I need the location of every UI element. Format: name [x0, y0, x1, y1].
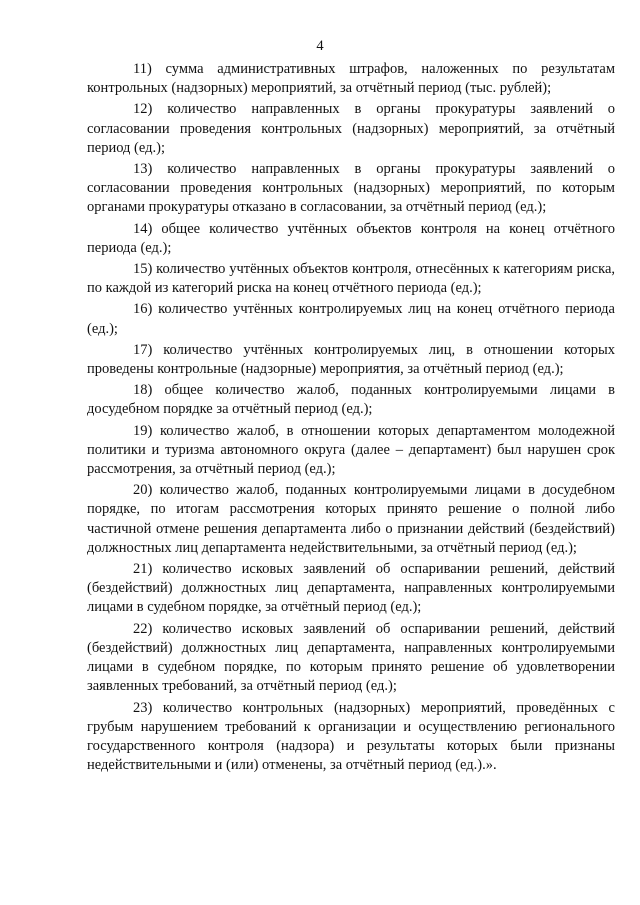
- list-item: 21) количество исковых заявлений об оспаривании решений, действий (бездействий) должностных лиц департамента, направленных контролируемыми лицами в судебном порядке, за отчётный период (ед.);: [87, 561, 615, 616]
- list-item: 19) количество жалоб, в отношении которых департаментом молодежной политики и туризма автономного округа (далее – департамент) был нарушен срок рассмотрения, за отчётный период (ед.);: [87, 422, 615, 478]
- list-item: 18) общее количество жалоб, поданных контролируемыми лицами в досудебном порядке за отчётный период (ед.);: [87, 382, 615, 418]
- list-item: 13) количество направленных в органы прокуратуры заявлений о согласовании проведения контрольных (надзорных) мероприятий, по которым органами прокуратуры отказано в согласовании, за отчётный период (ед.);: [87, 161, 615, 216]
- page-number: 4: [316, 38, 324, 54]
- list-item: 12) количество направленных в органы прокуратуры заявлений о согласовании проведения контрольных (надзорных) мероприятий, за отчётный период (ед.);: [87, 101, 615, 156]
- list-item: 16) количество учтённых контролируемых лиц на конец отчётного периода (ед.);: [87, 301, 615, 337]
- list-item: 17) количество учтённых контролируемых лиц, в отношении которых проведены контрольные (надзорные) мероприятия, за отчётный период (ед.);: [87, 341, 615, 378]
- list-item: 11) сумма административных штрафов, наложенных по результатам контрольных (надзорных) мероприятий, за отчётный период (тыс. рублей);: [87, 61, 615, 97]
- list-item: 20) количество жалоб, поданных контролируемыми лицами в досудебном порядке, по итогам рассмотрения которых принято решение о полной либо частичной отмене решения департамента либо о признании действий (бездействий) должностных лиц департамента недействительными, за отчётный период (ед.);: [87, 482, 615, 556]
- list-item: 23) количество контрольных (надзорных) мероприятий, проведённых с грубым нарушением требований к организации и осуществлению регионального государственного контроля (надзора) и результаты которых были признаны недействительными и (или) отменены, за отчётный период (ед.).».: [87, 699, 615, 774]
- document-body: [87, 60, 615, 777]
- list-item: 14) общее количество учтённых объектов контроля на конец отчётного периода (ед.);: [87, 220, 615, 256]
- list-item: 22) количество исковых заявлений об оспаривании решений, действий (бездействий) должностных лиц департамента, направленных контролируемыми лицами в судебном порядке, по которым принято решение об удовлетворении заявленных требований, за отчётный период (ед.);: [87, 620, 615, 695]
- list-item: 15) количество учтённых объектов контроля, отнесённых к категориям риска, по каждой из категорий риска на конец отчётного периода (ед.);: [87, 261, 615, 297]
